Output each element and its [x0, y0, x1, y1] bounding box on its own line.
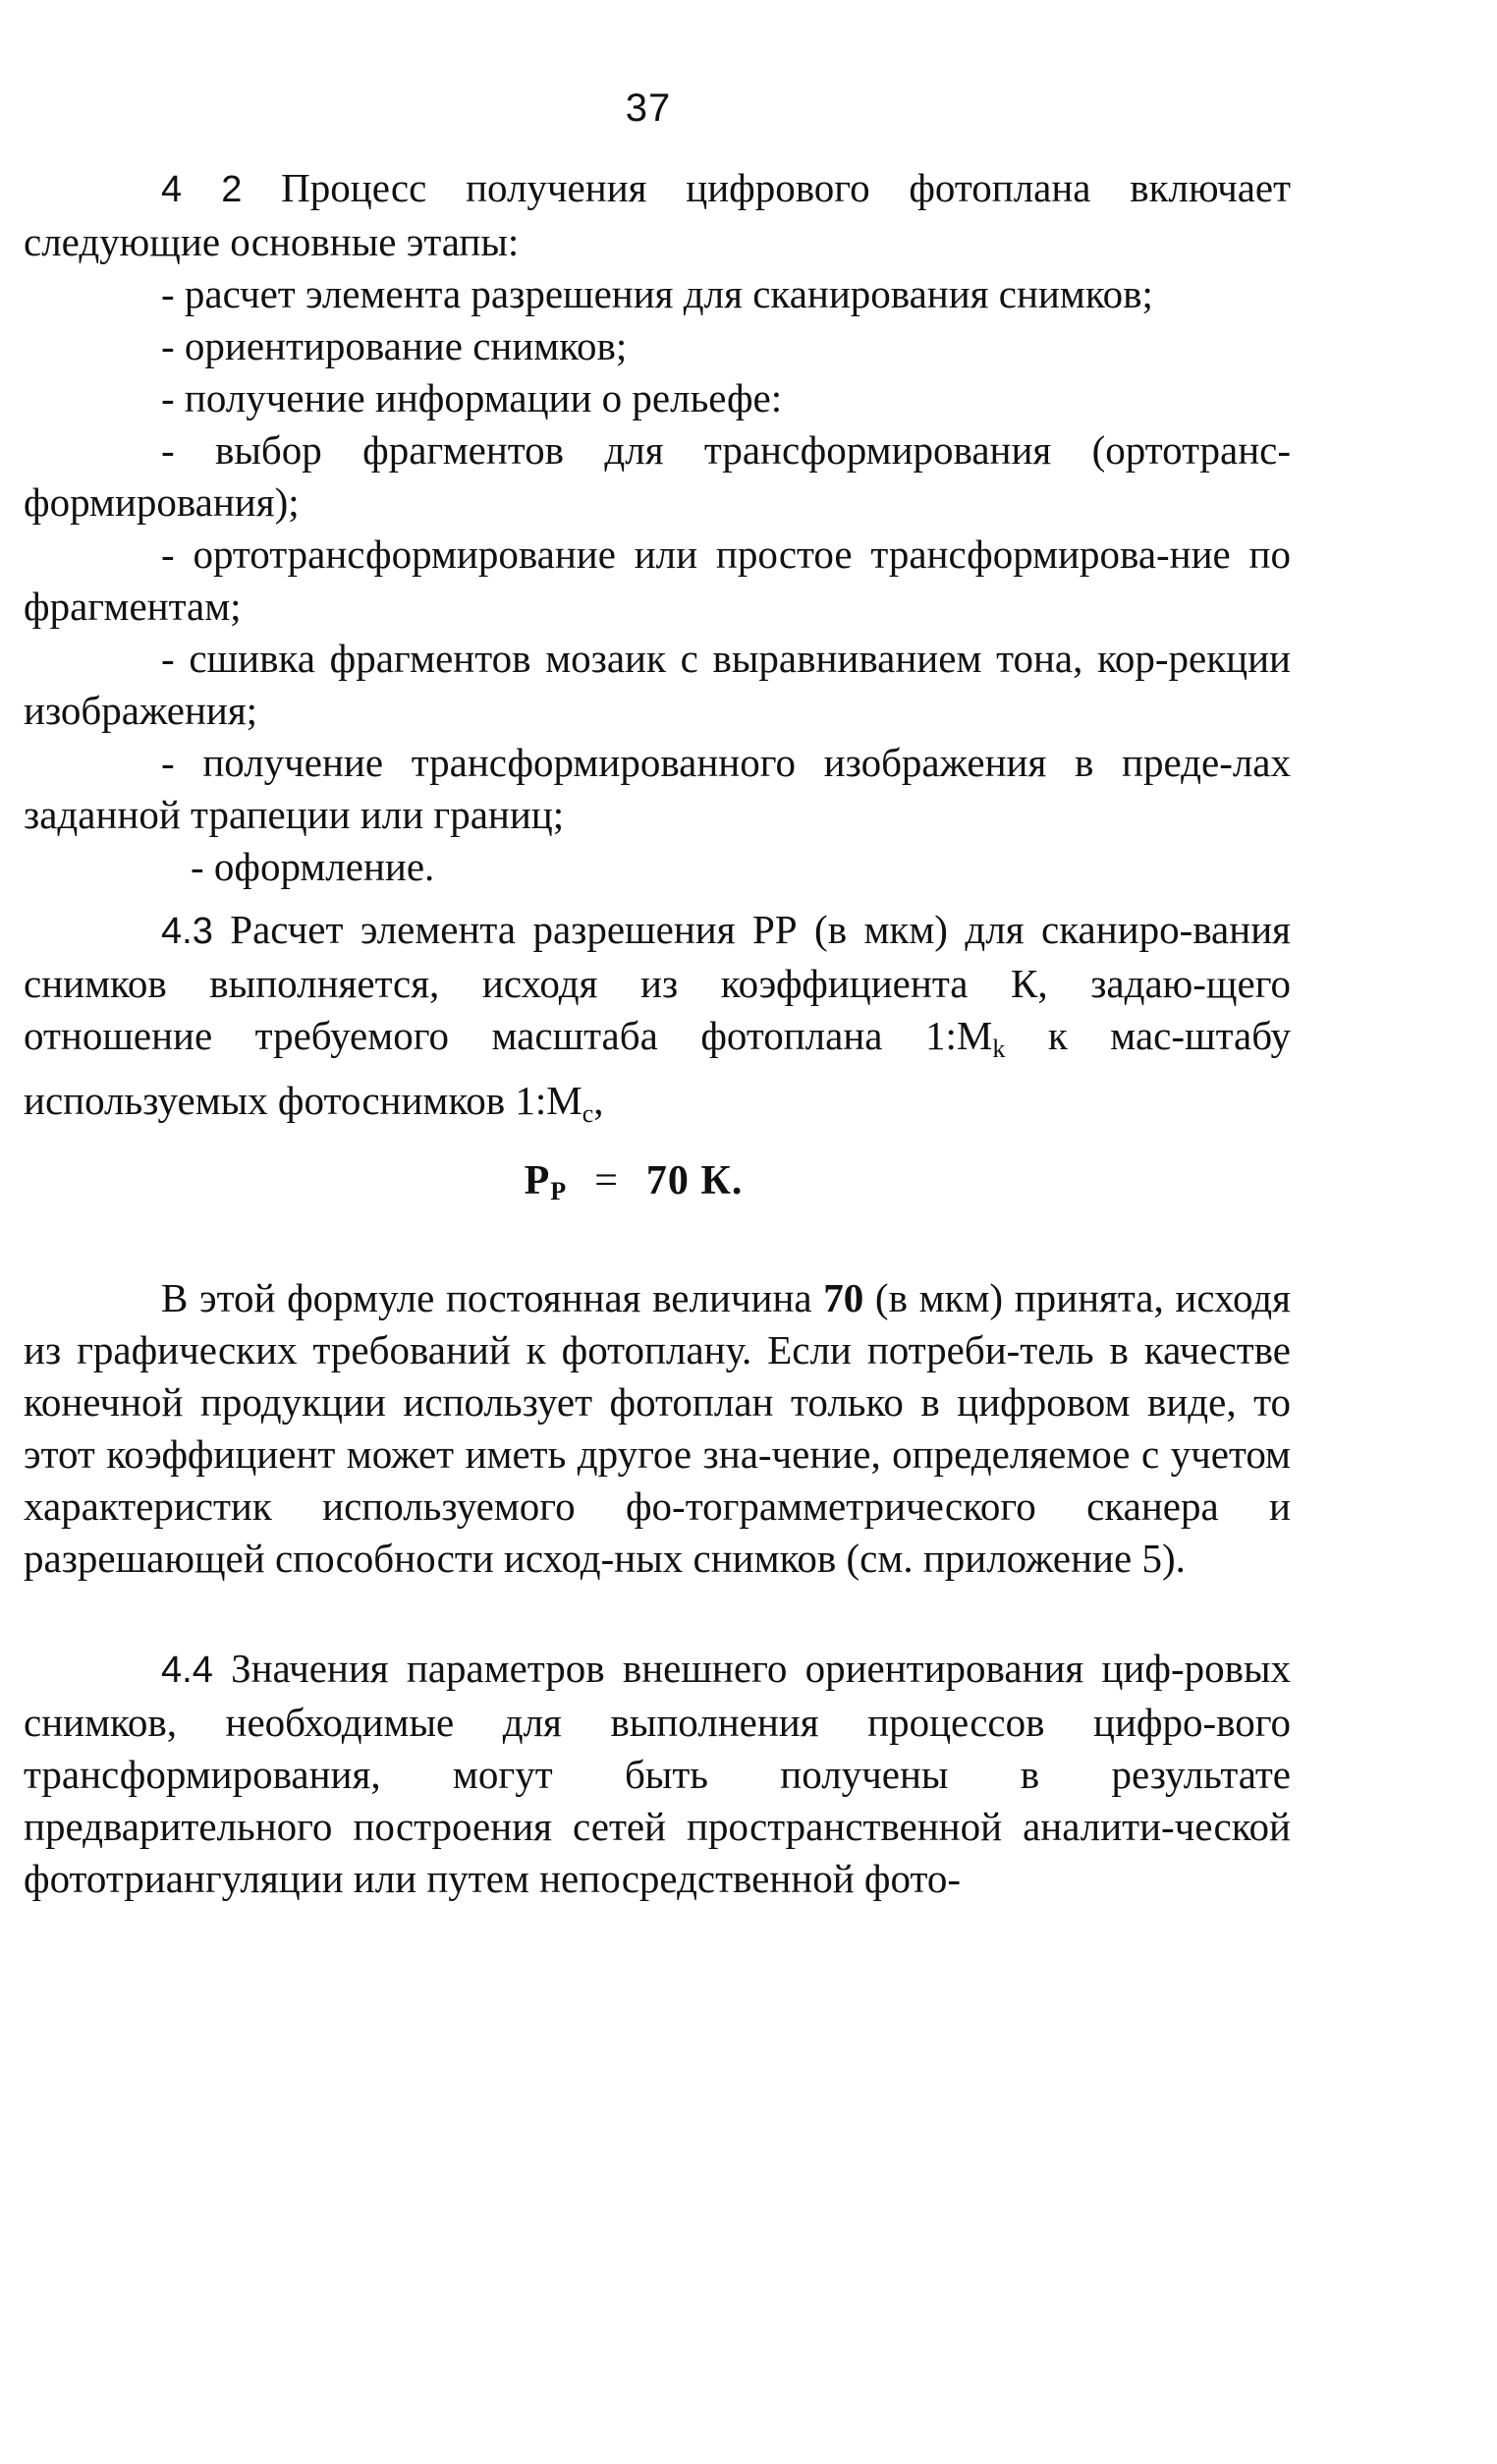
formula-lhs: P [524, 1158, 551, 1204]
section-4-4-text: Значения параметров внешнего ориентирования циф-ровых снимков, необходимые для выполнения процессов цифро-вого трансформирования, могут быть получены в результате предварительного построения сетей пространственной аналити-ческой фототриангуляции или путем непосредственной фото- [24, 1646, 1292, 1901]
section-number: 4 2 [161, 169, 243, 210]
formula-equals: = [594, 1158, 619, 1204]
formula-explanation-text-1: В этой формуле постоянная величина [161, 1275, 824, 1320]
section-4-2-intro [24, 162, 1291, 268]
list-item: - расчет элемента разрешения для сканирования снимков; [161, 271, 1153, 316]
section-4-3 [24, 904, 1291, 1140]
list-item: - ориентирование снимков; [161, 323, 628, 368]
section-number: 4.3 [161, 911, 213, 952]
list-item: - оформление. [191, 844, 435, 889]
section-4-2-intro-text: Процесс получения цифрового фотоплана включает следующие основные этапы: [24, 165, 1292, 264]
list-item: - ортотрансформирование или простое трансформирова-ние по фрагментам; [24, 532, 1291, 629]
formula-explanation-paragraph [24, 1272, 1291, 1585]
section-4-4-paragraph [24, 1643, 1291, 1905]
list-item: - сшивка фрагментов мозаик с выравниванием тона, кор-рекции изображения; [24, 636, 1291, 733]
scale-subscript-c: c [582, 1099, 594, 1128]
section-4-3-paragraph [24, 904, 1291, 1140]
formula-lhs-subscript: P [550, 1177, 568, 1205]
page-number: 37 [625, 86, 672, 130]
list-item: - выбор фрагментов для трансформирования (ортотранс-формирования); [24, 427, 1291, 525]
list-item: - получение трансформированного изображения в преде-лах заданной трапеции или границ; [24, 740, 1291, 837]
scale-subscript-k: k [992, 1035, 1006, 1063]
formula-explanation [24, 1272, 1291, 1585]
formula-explanation-text-2: (в мкм) принята, исходя из графических требований к фотоплану. Если потреби-тель в качестве конечной продукции использует фотоплан только в цифровом виде, то этот коэффициент может иметь другое зна-чение, определяемое с учетом характеристик используемого фо-тограмметрического сканера и разрешающей способности исход-ных снимков (см. приложение 5). [24, 1275, 1291, 1581]
list-item: - получение информации о рельефе: [161, 375, 783, 420]
constant-value: 70 [823, 1275, 864, 1320]
section-4-4 [24, 1643, 1291, 1905]
section-4-3-text-part-1: Расчет элемента разрешения РР (в мкм) для сканиро-вания снимков выполняется, исходя из коэффициента К, задаю-щего отношение требуемого масштаба фотоплана 1:M [24, 907, 1291, 1058]
section-number: 4.4 [161, 1650, 213, 1691]
section-4-2 [24, 162, 1291, 893]
section-4-3-text-part-3: , [593, 1078, 604, 1123]
formula [0, 1157, 1267, 1206]
section-4-3-text-part-2: к мас-штабу используемых фотоснимков 1:M [24, 1013, 1291, 1123]
formula-rhs: 70 К. [645, 1158, 744, 1204]
